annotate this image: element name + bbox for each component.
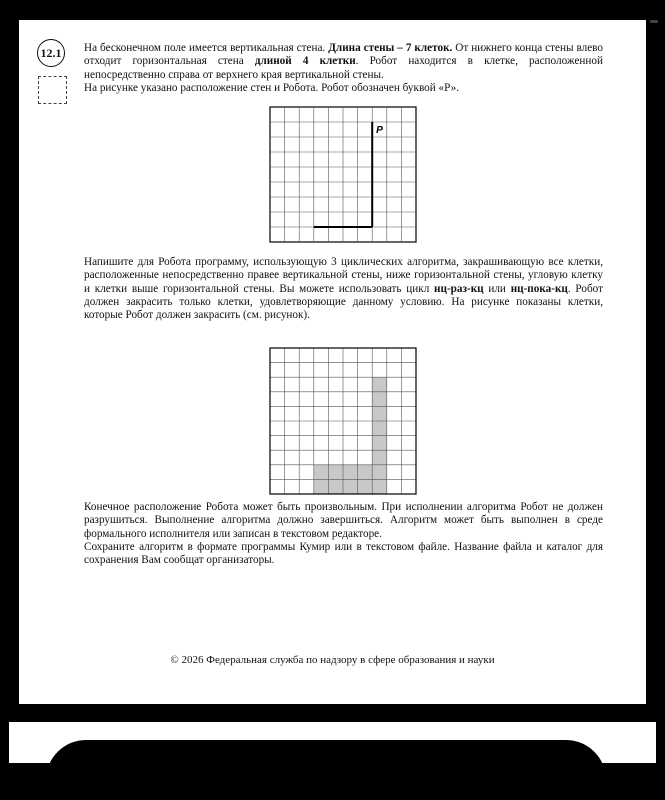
- bold-term: длиной 4 клетки: [254, 55, 356, 68]
- task-paragraph-2: [84, 256, 603, 322]
- top-bar: [0, 0, 665, 20]
- painted-cell: [358, 479, 373, 494]
- painted-cell: [372, 406, 387, 421]
- text-run: Напишите для Робота программу, использующую 3 циклических алгоритма, закрашивающую все клетки, расположенные непосредственно правее вертикальной стены, ниже горизонтальной стены, угловую клетку и клетки выше горизонтальной стены. Вы можете использовать цикл: [84, 256, 603, 295]
- text-run: На рисунке указано расположение стен и Робота. Робот обозначен буквой «Р».: [84, 81, 460, 94]
- painted-cell: [372, 421, 387, 436]
- bold-term: нц-пока-кц: [510, 282, 568, 295]
- painted-cell: [372, 450, 387, 465]
- page-edge-mark: [650, 20, 658, 23]
- figure-walls-and-robot: [269, 106, 417, 246]
- text-run: На бесконечном поле имеется вертикальная стена.: [84, 42, 329, 54]
- text-run: или: [483, 282, 511, 295]
- exam-page: [19, 20, 646, 704]
- task-paragraph-3: [84, 501, 603, 567]
- answer-box: [38, 76, 67, 104]
- painted-cell: [372, 377, 387, 392]
- text-run: . Робот находится в клетке, расположенной непосредственно справа от верхнего края вертикальной стены.: [84, 55, 603, 81]
- robot-marker: Р: [376, 124, 383, 136]
- painted-cell: [343, 479, 358, 494]
- task-paragraph-1: [84, 42, 603, 95]
- painted-cell: [314, 465, 329, 480]
- text-run: Сохраните алгоритм в формате программы Кумир или в текстовом файле. Название файла и каталог для сохранения Вам сообщат организаторы.: [84, 540, 603, 567]
- copyright-footer: © 2026 Федеральная служба по надзору в сфере образования и науки: [170, 654, 495, 666]
- painted-cell: [372, 436, 387, 451]
- painted-cell: [328, 479, 343, 494]
- painted-cell: [328, 465, 343, 480]
- painted-cell: [372, 392, 387, 407]
- bold-term: Длина стены – 7 клеток.: [328, 42, 453, 54]
- painted-cell: [343, 465, 358, 480]
- figure-cells-to-paint: [269, 347, 417, 495]
- text-run: Конечное расположение Робота может быть произвольным. При исполнении алгоритма Робот не должен разрушиться. Выполнение алгоритма должно завершиться. Алгоритм может быть выполнен в среде формального исполнителя или записан в текстовом редакторе.: [84, 501, 603, 540]
- bold-term: нц-раз-кц: [434, 282, 484, 295]
- text-run: От нижнего конца стены влево отходит горизонтальная стена: [84, 42, 603, 68]
- painted-cell: [372, 479, 387, 494]
- painted-cell: [372, 465, 387, 480]
- device-bezel: [46, 740, 606, 800]
- painted-cell: [314, 479, 329, 494]
- painted-cell: [358, 465, 373, 480]
- task-number-badge: 12.1: [37, 39, 65, 67]
- text-run: . Робот должен закрасить только клетки, удовлетворяющие данному условию. На рисунке показаны клетки, которые Робот должен закрасить (см. рисунок).: [84, 282, 603, 322]
